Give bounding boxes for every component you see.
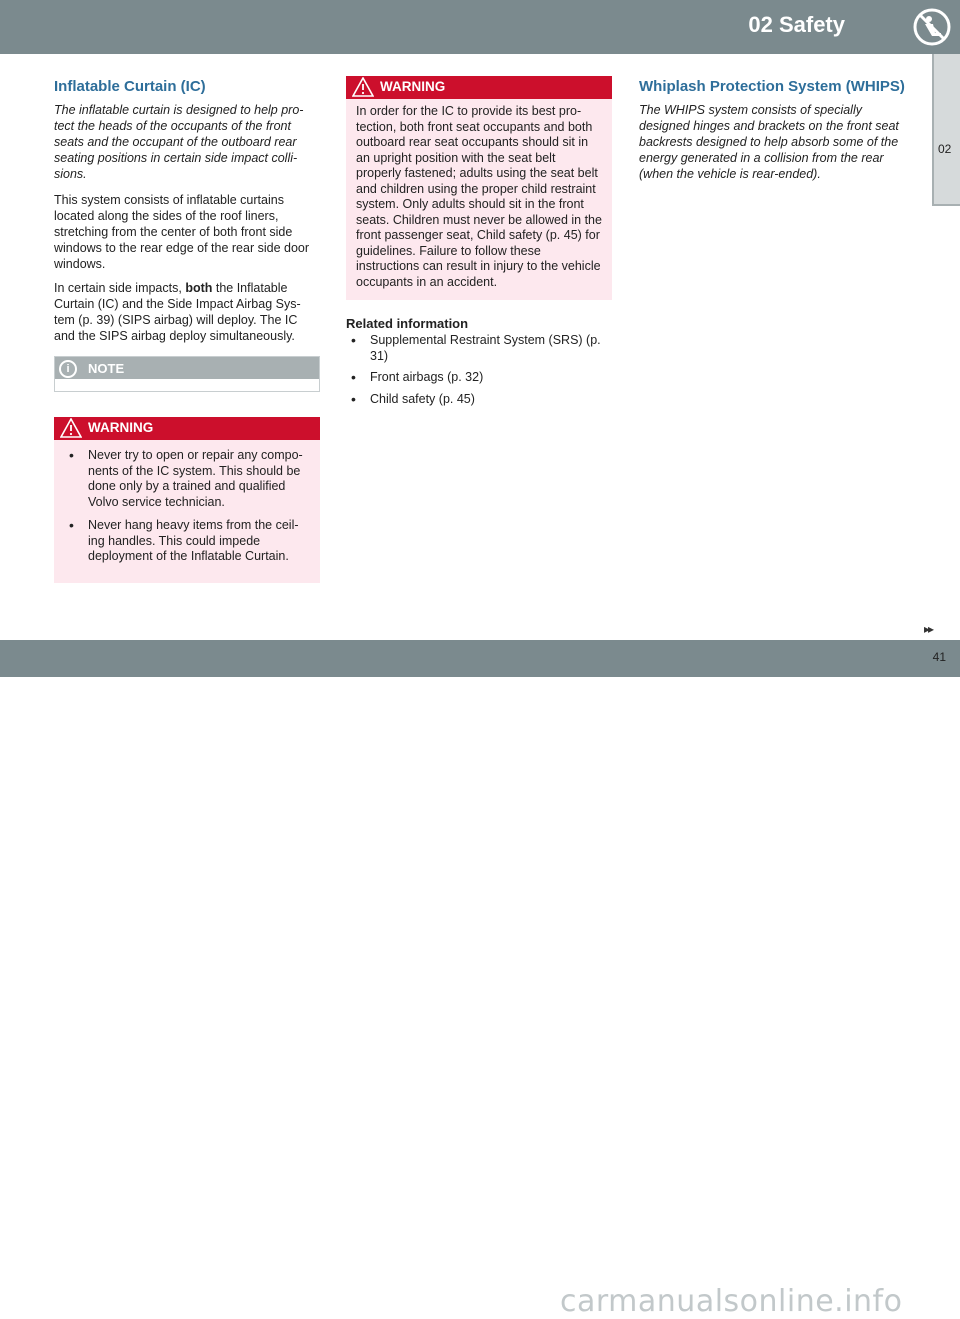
inflatable-curtain-para2 <box>54 280 320 344</box>
section-title: 02 Safety <box>748 12 845 37</box>
right-column <box>639 78 907 192</box>
warning-header <box>346 76 612 99</box>
inflatable-curtain-heading: Inflatable Curtain (IC) <box>54 78 206 95</box>
para2-bold: both <box>185 281 213 295</box>
related-link-child-safety[interactable]: • Child safety (p. 45) <box>346 392 612 408</box>
left-column <box>54 78 320 583</box>
note-header <box>55 357 319 379</box>
warning-label: WARNING <box>88 420 154 435</box>
warning-list <box>54 440 320 565</box>
warning-list-item: • Never hang heavy items from the ceil-ing handles. This could impede deployment of the Inflatable Curtain. <box>64 518 310 565</box>
chapter-tab[interactable] <box>932 54 960 206</box>
warning-label: WARNING <box>380 79 446 94</box>
middle-column <box>346 76 612 413</box>
related-info-heading: Related information <box>346 316 469 331</box>
whips-intro: The WHIPS system consists of specially designed hinges and brackets on the front seat backrests designed to help absorb some of the energy generated in a collision from the rear (when the vehicle is rear-ended). <box>639 103 899 181</box>
related-link-srs[interactable]: • Supplemental Restraint System (SRS) (p. 31) <box>346 333 612 364</box>
note-label: NOTE <box>88 361 125 376</box>
page-number-box <box>905 640 960 677</box>
page-header <box>0 0 905 54</box>
warning-triangle-icon <box>60 418 82 438</box>
double-chevron-right-icon[interactable]: ▸▸ <box>924 622 933 636</box>
section-icon-box <box>905 0 960 54</box>
warning-header <box>54 417 320 440</box>
chapter-tab-label: 02 <box>938 142 952 156</box>
related-link-front-airbags[interactable]: • Front airbags (p. 32) <box>346 370 612 386</box>
related-list <box>346 333 612 407</box>
page-number: 41 <box>932 650 946 664</box>
whips-heading: Whiplash Protection System (WHIPS) <box>639 78 905 95</box>
watermark: carmanualsonline.info <box>560 1284 903 1319</box>
warning-box-middle <box>346 76 612 300</box>
inflatable-curtain-intro: The inflatable curtain is designed to help pro-tect the heads of the occupants of the front seats and the occupant of the outboard rear seating positions in certain side impact colli-sions. <box>54 103 304 181</box>
para2-text-before: In certain side impacts, <box>54 281 186 295</box>
info-icon: i <box>59 360 77 378</box>
warning-list-item: • Never try to open or repair any compo-nents of the IC system. This should be done only by a trained and qualified Volvo service technician. <box>64 448 310 510</box>
page-footer <box>0 640 905 1319</box>
warning-text: In order for the IC to provide its best pro-tection, both front seat occupants and both outboard rear seat occupants should sit in an upright position with the seat belt properly fastened; adults using the seat belt and children using the proper child restraint system. Only adults should sit in the front seats. Children must never be allowed in the front passenger seat, Child safety (p. 45) for guidelines. Failure to follow these instructions can result in injury to the vehicle occupants in an accident. <box>356 104 602 289</box>
inflatable-curtain-para1: This system consists of inflatable curtains located along the sides of the roof liners, stretching from the center of both front side windows to the rear edge of the rear side door windows. <box>54 193 310 271</box>
note-box <box>54 356 320 392</box>
warning-triangle-icon <box>352 77 374 97</box>
no-seatbelt-child-icon <box>905 0 960 54</box>
warning-box-left <box>54 417 320 583</box>
para2-text-after: the Inflatable Curtain (IC) and the Side Impact Airbag Sys-tem (p. 39) (SIPS airbag) will deploy. The IC and the SIPS airbag deploy simultaneously. <box>54 281 301 343</box>
